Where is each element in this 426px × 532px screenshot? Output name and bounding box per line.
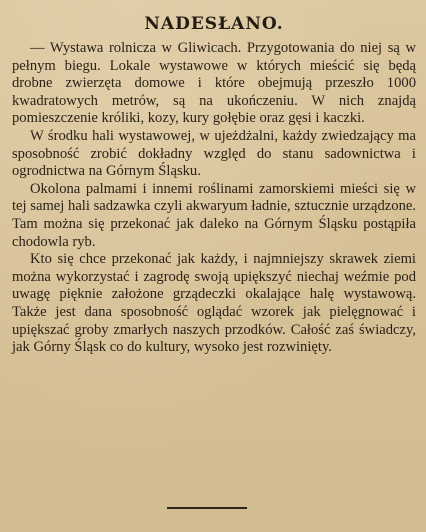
headline: NADESŁANO.	[144, 14, 284, 34]
article-body	[12, 40, 416, 357]
paragraph-1: — Wystawa rolnicza w Gliwicach. Przygotowania do niej są w pełnym biegu. Lokale wystawowe w których mieścić się będą drobne zwierzęta domowe i które obejmują przeszło 1000 kwadratowych metrów, są na ukończeniu. W nich znajdą pomieszczenie króliki, kozy, kury gołębie oraz gęsi i kaczki.	[12, 40, 416, 127]
paragraph-2: W środku hali wystawowej, w ujeżdżalni, każdy zwiedzający ma sposobność zrobić dokładny względ do stanu sadownictwa i ogrodnictwa na Górnym Śląsku.	[12, 127, 416, 180]
paragraph-3: Okolona palmami i innemi roślinami zamorskiemi mieści się w tej samej hali sadzawka czyli akwaryum ładnie, sztucznie urządzone. Tam można się przekonać jak daleko na Górnym Śląsku postąpiła chodowla ryb.	[12, 180, 416, 250]
end-rule-divider	[167, 507, 247, 509]
paragraph-4: Kto się chce przekonać jak każdy, i najmniejszy skrawek ziemi można wykorzystać i zagrodę swoją upiększyć niechaj weźmie pod uwagę pięknie założone grządeczki okalające halę wystawową. Także jest dana sposobność oglądać wzorek jak pielęgnować i upiększać groby zmarłych naszych przodków. Całość zaś świadczy, jak Górny Śląsk co do kultury, wysoko jest rozwinięty.	[12, 251, 416, 356]
